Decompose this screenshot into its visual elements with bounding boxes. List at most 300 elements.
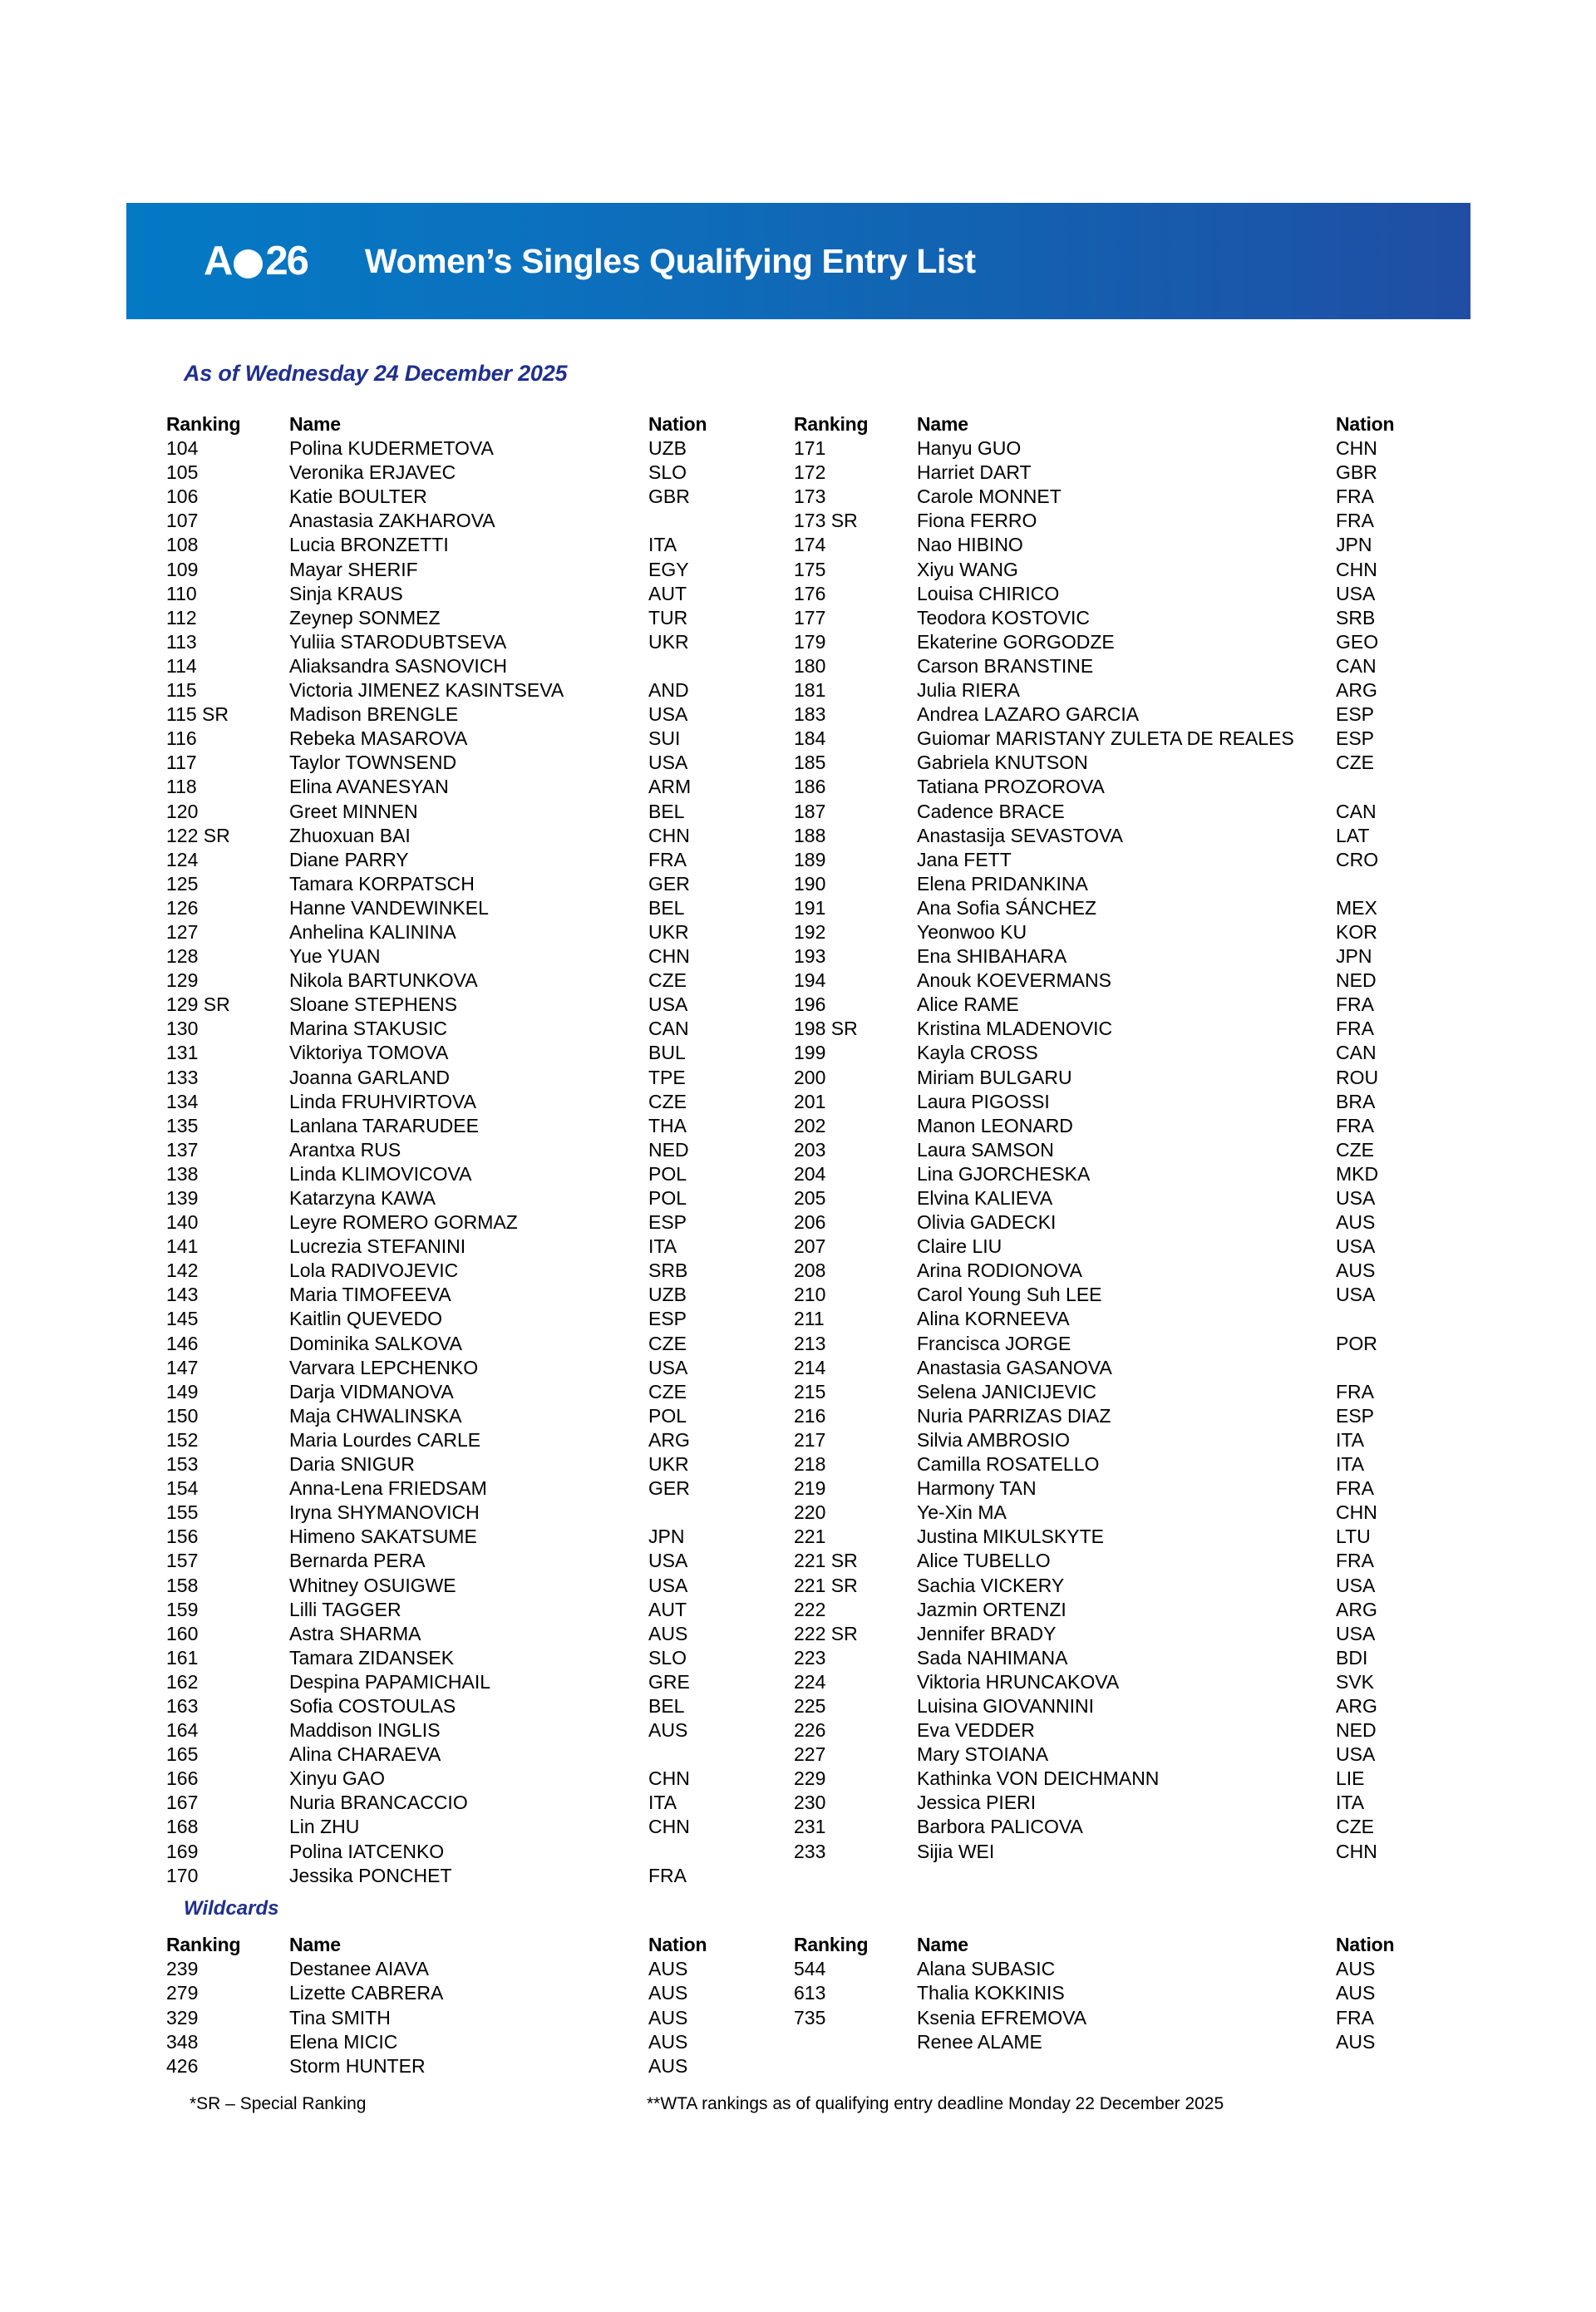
cell-ranking: 613: [794, 1982, 826, 2004]
logo-year: 26: [265, 238, 308, 283]
cell-nation: SVK: [1336, 1670, 1375, 1693]
table-row: [794, 1841, 1426, 1865]
table-row: [794, 2007, 1426, 2031]
cell-nation: AUS: [648, 1622, 688, 1644]
cell-name: Joanna GARLAND: [289, 1066, 451, 1088]
cell-nation: AUS: [648, 2030, 688, 2053]
cell-nation: SLO: [648, 461, 687, 484]
table-row: [794, 825, 1426, 849]
table-row: [166, 993, 773, 1018]
cell-ranking: 200: [794, 1066, 826, 1088]
cell-ranking: 222: [794, 1598, 826, 1620]
wildcards-column-left: [166, 1934, 773, 2079]
cell-nation: USA: [1336, 1743, 1376, 1766]
cell-ranking: 158: [166, 1574, 199, 1596]
cell-nation: MKD: [1336, 1162, 1379, 1185]
cell-name: Aliaksandra SASNOVICH: [289, 654, 508, 677]
cell-ranking: 198 SR: [794, 1018, 858, 1040]
table-row: [794, 1671, 1426, 1695]
cell-nation: ESP: [648, 1308, 687, 1330]
cell-name: Justina MIKULSKYTE: [917, 1526, 1104, 1548]
cell-nation: CZE: [648, 1090, 687, 1112]
table-row: [794, 1958, 1426, 1982]
table-row: [166, 583, 773, 607]
cell-ranking: 133: [166, 1066, 199, 1088]
cell-nation: GBR: [1336, 461, 1377, 484]
cell-name: Ekaterine GORGODZE: [917, 630, 1115, 653]
table-row: [794, 486, 1426, 510]
table-row: [794, 1647, 1426, 1671]
table-row: [166, 1357, 773, 1381]
cell-name: Tamara KORPATSCH: [289, 872, 475, 895]
cell-ranking: 143: [166, 1284, 199, 1306]
cell-name: Anastasia GASANOVA: [917, 1356, 1112, 1378]
cell-ranking: 142: [166, 1260, 199, 1282]
cell-ranking: 150: [166, 1404, 199, 1427]
table-row: [794, 921, 1426, 945]
table-row: [794, 1260, 1426, 1284]
cell-nation: CHN: [1336, 437, 1377, 460]
cell-name: Luisina GIOVANNINI: [917, 1694, 1095, 1717]
cell-ranking: 153: [166, 1453, 199, 1476]
cell-name: Sada NAHIMANA: [917, 1646, 1068, 1669]
cell-nation: CAN: [648, 1018, 689, 1040]
cell-ranking: 166: [166, 1767, 199, 1790]
cell-name: Anna-Lena FRIEDSAM: [289, 1477, 487, 1500]
cell-ranking: 104: [166, 437, 199, 460]
cell-ranking: 207: [794, 1235, 826, 1258]
table-row: [794, 1792, 1426, 1816]
cell-name: Renee ALAME: [917, 2030, 1042, 2053]
cell-nation: CZE: [648, 1332, 687, 1354]
cell-nation: USA: [1336, 1574, 1376, 1596]
table-row: [166, 1067, 773, 1091]
cell-name: Storm HUNTER: [289, 2054, 426, 2077]
footnote-special-ranking: *SR – Special Ranking: [190, 2094, 367, 2113]
table-row: [794, 969, 1426, 993]
table-row: [794, 1042, 1426, 1066]
cell-name: Lin ZHU: [289, 1816, 360, 1838]
table-row: [166, 1865, 773, 1889]
cell-ranking: 147: [166, 1356, 199, 1378]
cell-name: Sachia VICKERY: [917, 1574, 1065, 1596]
cell-nation: FRA: [1336, 2006, 1374, 2029]
cell-name: Nikola BARTUNKOVA: [289, 969, 478, 992]
cell-ranking: 127: [166, 920, 199, 943]
cell-ranking: 544: [794, 1958, 826, 1980]
cell-ranking: 129: [166, 969, 199, 992]
cell-name: Jazmin ORTENZI: [917, 1598, 1066, 1620]
column-header-row: [166, 413, 773, 437]
cell-ranking: 128: [166, 945, 199, 968]
cell-name: Sijia WEI: [917, 1840, 995, 1862]
table-row: [794, 1550, 1426, 1574]
cell-name: Julia RIERA: [917, 679, 1020, 702]
cell-nation: BRA: [1336, 1090, 1376, 1112]
cell-name: Iryna SHYMANOVICH: [289, 1501, 480, 1524]
cell-nation: ESP: [1336, 703, 1375, 726]
cell-ranking: 115 SR: [166, 703, 229, 726]
table-row: [166, 1139, 773, 1163]
footnote-wta-rankings: **WTA rankings as of qualifying entry deadline Monday 22 December 2025: [647, 2094, 1224, 2113]
cell-ranking: 189: [794, 848, 826, 870]
table-row: [166, 486, 773, 510]
table-row: [794, 703, 1426, 727]
table-row: [794, 534, 1426, 558]
wildcards-heading: Wildcards: [184, 1897, 279, 1920]
cell-ranking: 227: [794, 1743, 826, 1766]
table-row: [794, 1284, 1426, 1308]
cell-name: Arantxa RUS: [289, 1138, 401, 1161]
table-row: [794, 1018, 1426, 1042]
column-header-row: [794, 1934, 1426, 1958]
cell-ranking: 165: [166, 1743, 199, 1766]
table-row: [166, 703, 773, 727]
table-row: [166, 1958, 773, 1982]
cell-name: Daria SNIGUR: [289, 1453, 415, 1476]
cell-name: Linda KLIMOVICOVA: [289, 1162, 472, 1185]
cell-nation: FRA: [1336, 1018, 1374, 1040]
cell-name: Katie BOULTER: [289, 486, 427, 508]
cell-name: Yeonwoo KU: [917, 920, 1027, 943]
cell-nation: FRA: [1336, 1114, 1374, 1136]
cell-nation: SRB: [648, 1260, 688, 1282]
table-row: [794, 1623, 1426, 1647]
cell-name: Alana SUBASIC: [917, 1958, 1056, 1980]
cell-name: Taylor TOWNSEND: [289, 752, 457, 774]
main-column-left: [166, 413, 773, 1889]
cell-ranking: 199: [794, 1042, 826, 1064]
cell-ranking: 139: [166, 1187, 199, 1209]
cell-ranking: 221 SR: [794, 1550, 858, 1572]
cell-ranking: 112: [166, 606, 197, 629]
table-row: [794, 752, 1426, 776]
table-row: [166, 1260, 773, 1284]
cell-name: Katarzyna KAWA: [289, 1187, 436, 1209]
cell-ranking: 193: [794, 945, 826, 968]
table-row: [166, 752, 773, 776]
cell-name: Anastasija SEVASTOVA: [917, 824, 1124, 846]
cell-name: Carol Young Suh LEE: [917, 1284, 1102, 1306]
page-title: Women’s Singles Qualifying Entry List: [364, 241, 976, 280]
table-row: [794, 461, 1426, 486]
cell-ranking: 176: [794, 582, 826, 604]
cell-ranking: 216: [794, 1404, 826, 1427]
main-column-right: [794, 413, 1426, 1865]
cell-nation: GRE: [648, 1670, 690, 1693]
table-row: [794, 1526, 1426, 1550]
cell-name: Tatiana PROZOROVA: [917, 776, 1105, 798]
cell-nation: UKR: [648, 630, 689, 653]
cell-nation: POL: [648, 1162, 687, 1185]
cell-name: Lizette CABRERA: [289, 1982, 444, 2004]
cell-name: Sofia COSTOULAS: [289, 1694, 456, 1717]
cell-name: Tina SMITH: [289, 2006, 391, 2029]
cell-ranking: 213: [794, 1332, 826, 1354]
cell-nation: THA: [648, 1114, 687, 1136]
cell-nation: USA: [1336, 1235, 1376, 1258]
cell-name: Yuliia STARODUBTSEVA: [289, 630, 507, 653]
cell-ranking: 190: [794, 872, 826, 895]
table-row: [794, 2031, 1426, 2055]
table-row: [166, 1526, 773, 1550]
cell-nation: BDI: [1336, 1646, 1368, 1669]
cell-name: Lilli TAGGER: [289, 1598, 401, 1620]
table-row: [794, 993, 1426, 1018]
cell-ranking: 221 SR: [794, 1574, 858, 1596]
table-row: [794, 1187, 1426, 1211]
table-row: [166, 1671, 773, 1695]
cell-nation: ESP: [648, 1211, 687, 1234]
cell-ranking: 135: [166, 1114, 199, 1136]
as-of-date: As of Wednesday 24 December 2025: [184, 361, 568, 386]
cell-name: Olivia GADECKI: [917, 1211, 1057, 1234]
table-row: [794, 1333, 1426, 1357]
table-row: [166, 2031, 773, 2055]
cell-ranking: 196: [794, 993, 826, 1016]
cell-nation: CHN: [1336, 558, 1377, 580]
cell-nation: ITA: [648, 1792, 677, 1814]
cell-name: Ye-Xin MA: [917, 1501, 1007, 1524]
cell-nation: EGY: [648, 558, 689, 580]
cell-name: Xiyu WANG: [917, 558, 1018, 580]
cell-nation: AUT: [648, 1598, 687, 1620]
cell-name: Teodora KOSTOVIC: [917, 606, 1090, 629]
cell-nation: FRA: [1336, 1477, 1374, 1500]
cell-nation: USA: [1336, 582, 1376, 604]
cell-name: Selena JANICIJEVIC: [917, 1380, 1097, 1402]
cell-name: Carole MONNET: [917, 486, 1062, 508]
cell-name: Sloane STEPHENS: [289, 993, 457, 1016]
cell-name: Miriam BULGARU: [917, 1066, 1072, 1088]
cell-nation: NED: [1336, 1719, 1377, 1742]
cell-ranking: 225: [794, 1694, 826, 1717]
cell-nation: AUS: [648, 2006, 688, 2029]
cell-ranking: 171: [794, 437, 826, 460]
cell-nation: CZE: [648, 969, 687, 992]
table-row: [794, 1211, 1426, 1235]
table-row: [794, 1163, 1426, 1187]
cell-name: Lanlana TARARUDEE: [289, 1114, 479, 1136]
cell-name: Alice RAME: [917, 993, 1019, 1016]
cell-ranking: 131: [166, 1042, 199, 1064]
cell-name: Ksenia EFREMOVA: [917, 2006, 1087, 2029]
table-row: [794, 1453, 1426, 1477]
cell-ranking: 220: [794, 1501, 826, 1524]
table-row: [166, 559, 773, 583]
table-row: [166, 825, 773, 849]
cell-name: Lucrezia STEFANINI: [289, 1235, 466, 1258]
cell-ranking: 217: [794, 1428, 826, 1451]
table-row: [794, 1575, 1426, 1599]
cell-ranking: 155: [166, 1501, 199, 1524]
cell-name: Silvia AMBROSIO: [917, 1428, 1071, 1451]
cell-name: Laura PIGOSSI: [917, 1090, 1050, 1112]
cell-name: Ana Sofia SÁNCHEZ: [917, 896, 1097, 919]
column-header-row: [166, 1934, 773, 1958]
cell-nation: BEL: [648, 896, 685, 919]
ao26-logo: [204, 238, 308, 283]
cell-name: Manon LEONARD: [917, 1114, 1073, 1136]
cell-name: Hanne VANDEWINKEL: [289, 896, 489, 919]
cell-nation: JPN: [1336, 534, 1372, 556]
table-row: [794, 1139, 1426, 1163]
cell-ranking: 120: [166, 800, 199, 822]
table-row: [166, 921, 773, 945]
cell-name: Viktoriya TOMOVA: [289, 1042, 449, 1064]
cell-ranking: 224: [794, 1670, 826, 1693]
table-row: [166, 1599, 773, 1623]
cell-ranking: 174: [794, 534, 826, 556]
cell-name: Mary STOIANA: [917, 1743, 1049, 1766]
cell-nation: AUS: [648, 1958, 688, 1980]
cell-name: Lola RADIVOJEVIC: [289, 1260, 459, 1282]
cell-name: Victoria JIMENEZ KASINTSEVA: [289, 679, 564, 702]
cell-ranking: 105: [166, 461, 199, 484]
cell-nation: BUL: [648, 1042, 686, 1064]
cell-ranking: 205: [794, 1187, 826, 1209]
wildcards-column-right: [794, 1934, 1426, 2055]
table-row: [166, 1982, 773, 2006]
cell-ranking: 129 SR: [166, 993, 230, 1016]
table-row: [794, 1477, 1426, 1501]
table-row: [166, 1405, 773, 1429]
cell-name: Thalia KOKKINIS: [917, 1982, 1065, 2004]
cell-nation: BEL: [648, 800, 685, 822]
cell-ranking: 152: [166, 1428, 199, 1451]
cell-nation: USA: [1336, 1622, 1376, 1644]
table-row: [166, 1381, 773, 1405]
cell-name: Harmony TAN: [917, 1477, 1037, 1500]
header-ranking: Ranking: [794, 1934, 869, 1955]
cell-nation: SRB: [1336, 606, 1376, 629]
table-row: [794, 1599, 1426, 1623]
cell-nation: AUS: [648, 2054, 688, 2077]
cell-name: Marina STAKUSIC: [289, 1018, 448, 1040]
table-row: [794, 1429, 1426, 1453]
cell-ranking: 169: [166, 1840, 199, 1862]
logo-letter-a: A: [204, 238, 233, 283]
table-row: [794, 1982, 1426, 2006]
table-row: [166, 1816, 773, 1840]
cell-nation: CHN: [1336, 1501, 1377, 1524]
cell-name: Louisa CHIRICO: [917, 582, 1060, 604]
table-row: [166, 1163, 773, 1187]
cell-ranking: 162: [166, 1670, 199, 1693]
header-name: Name: [289, 413, 341, 435]
cell-ranking: 184: [794, 727, 826, 750]
cell-ranking: 170: [166, 1864, 199, 1886]
cell-nation: AUT: [648, 582, 687, 604]
cell-nation: TPE: [648, 1066, 686, 1088]
cell-nation: CHN: [648, 824, 690, 846]
cell-ranking: 194: [794, 969, 826, 992]
cell-name: Nuria PARRIZAS DIAZ: [917, 1404, 1111, 1427]
cell-nation: BEL: [648, 1694, 685, 1717]
cell-ranking: 204: [794, 1162, 826, 1185]
table-row: [794, 437, 1426, 461]
cell-ranking: 108: [166, 534, 199, 556]
cell-ranking: 177: [794, 606, 826, 629]
cell-nation: AUS: [1336, 1982, 1376, 2004]
cell-nation: FRA: [1336, 1550, 1374, 1572]
table-row: [794, 1501, 1426, 1526]
cell-name: Lina GJORCHESKA: [917, 1162, 1091, 1185]
cell-nation: USA: [1336, 1284, 1376, 1306]
cell-nation: SLO: [648, 1646, 687, 1669]
cell-ranking: 208: [794, 1260, 826, 1282]
cell-nation: ROU: [1336, 1066, 1379, 1088]
cell-ranking: 426: [166, 2054, 199, 2077]
table-row: [166, 1792, 773, 1816]
table-row: [794, 679, 1426, 703]
table-row: [166, 1477, 773, 1501]
cell-name: Anastasia ZAKHAROVA: [289, 510, 495, 532]
table-row: [166, 534, 773, 558]
cell-ranking: 118: [166, 776, 197, 798]
cell-ranking: 219: [794, 1477, 826, 1500]
cell-ranking: 137: [166, 1138, 199, 1161]
cell-name: Harriet DART: [917, 461, 1032, 484]
cell-nation: USA: [648, 1574, 688, 1596]
table-row: [794, 1405, 1426, 1429]
cell-name: Barbora PALICOVA: [917, 1816, 1083, 1838]
cell-ranking: 173: [794, 486, 826, 508]
cell-name: Guiomar MARISTANY ZULETA DE REALES: [917, 727, 1294, 750]
cell-ranking: 168: [166, 1816, 199, 1838]
cell-ranking: 186: [794, 776, 826, 798]
cell-nation: MEX: [1336, 896, 1377, 919]
table-row: [794, 1767, 1426, 1792]
cell-nation: CZE: [648, 1380, 687, 1402]
cell-nation: AND: [648, 679, 689, 702]
header-banner: [126, 203, 1470, 319]
cell-ranking: 226: [794, 1719, 826, 1742]
table-row: [794, 1357, 1426, 1381]
table-row: [166, 969, 773, 993]
table-row: [166, 631, 773, 655]
table-row: [794, 1091, 1426, 1115]
cell-name: Maria TIMOFEEVA: [289, 1284, 451, 1306]
cell-name: Alice TUBELLO: [917, 1550, 1051, 1572]
cell-nation: ESP: [1336, 727, 1375, 750]
cell-nation: POL: [648, 1404, 687, 1427]
cell-name: Viktoria HRUNCAKOVA: [917, 1670, 1120, 1693]
cell-nation: CHN: [1336, 1840, 1377, 1862]
table-row: [166, 1623, 773, 1647]
cell-nation: GER: [648, 872, 690, 895]
cell-name: Hanyu GUO: [917, 437, 1022, 460]
cell-ranking: 161: [166, 1646, 199, 1669]
cell-ranking: 233: [794, 1840, 826, 1862]
table-row: [794, 1719, 1426, 1743]
cell-name: Polina KUDERMETOVA: [289, 437, 494, 460]
cell-name: Xinyu GAO: [289, 1767, 386, 1790]
header-name: Name: [289, 1934, 341, 1955]
table-row: [794, 510, 1426, 534]
cell-ranking: 192: [794, 920, 826, 943]
table-row: [166, 1333, 773, 1357]
cell-ranking: 113: [166, 630, 197, 653]
cell-name: Diane PARRY: [289, 848, 409, 870]
cell-name: Carson BRANSTINE: [917, 654, 1094, 677]
table-row: [166, 1743, 773, 1767]
cell-name: Veronika ERJAVEC: [289, 461, 456, 484]
cell-name: Kristina MLADENOVIC: [917, 1018, 1113, 1040]
cell-name: Gabriela KNUTSON: [917, 752, 1088, 774]
cell-ranking: 130: [166, 1018, 199, 1040]
cell-nation: USA: [648, 703, 688, 726]
